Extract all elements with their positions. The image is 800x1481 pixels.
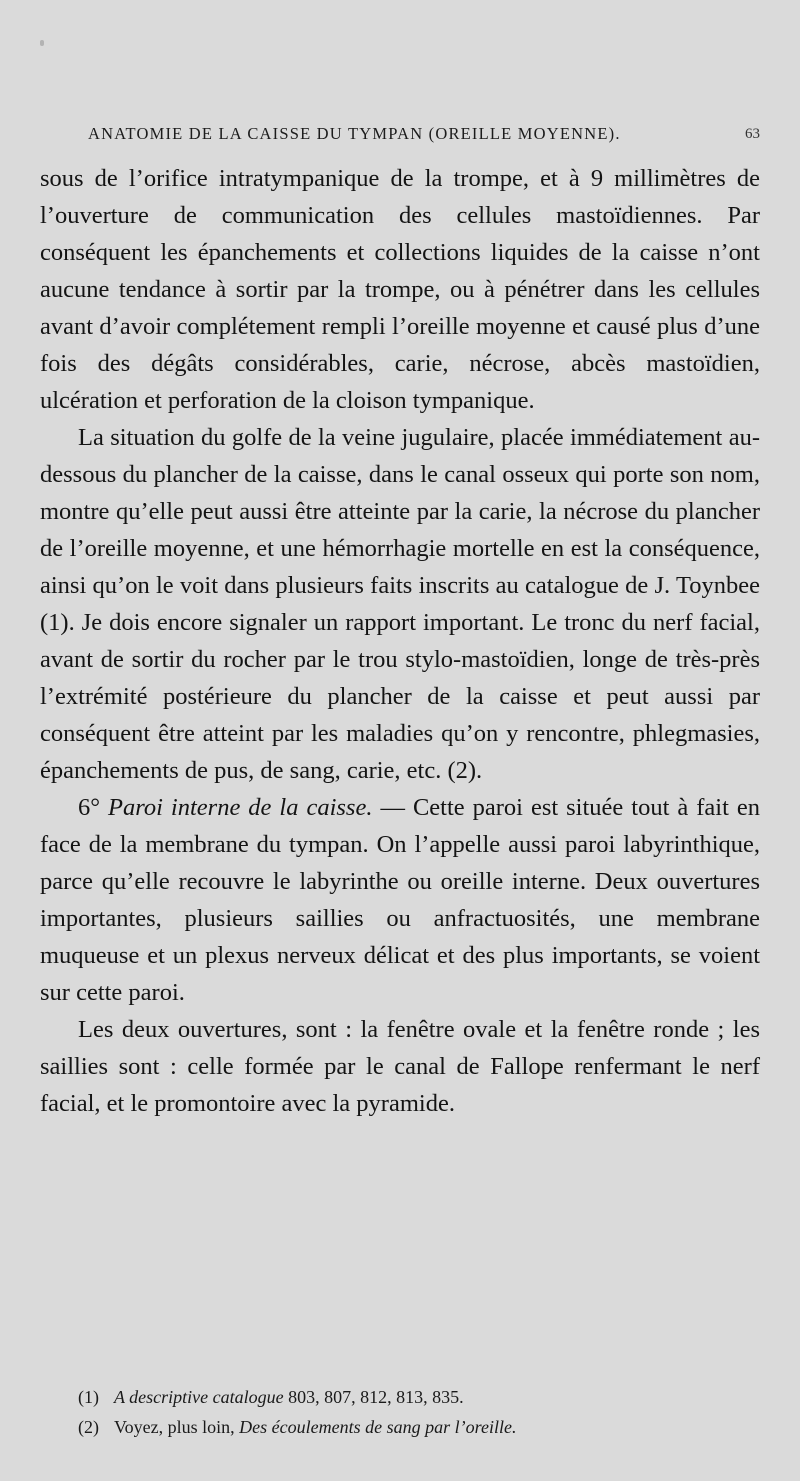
footnote-2 (78, 1412, 768, 1442)
running-head (88, 124, 768, 150)
paragraph-text: La situation du golfe de la veine jugulaire, placée immédiatement au-dessous du plancher de la caisse, dans le canal osseux qui porte son nom, montre qu’elle peut aussi être atteinte par la carie, la nécrose du plancher de l’oreille moyenne, et une hémorrhagie mortelle en est la conséquence, ainsi qu’on le voit dans plusieurs faits inscrits au catalogue de J. Toynbee (1). Je dois encore signaler un rapport important. Le tronc du nerf facial, avant de sortir du rocher par le trou stylo-mastoïdien, longe de très-près l’extrémité postérieure du plancher de la caisse et peut aussi par conséquent être atteint par les maladies qu’on y rencontre, phlegmasies, épanchements de pus, de sang, carie, etc. (2). (40, 424, 760, 784)
running-head-title: ANATOMIE DE LA CAISSE DU TYMPAN (OREILLE MOYENNE). (88, 124, 621, 143)
paragraph-continuation (40, 160, 760, 419)
footnote-mark: (1) (78, 1387, 99, 1407)
paragraph-text: — Cette paroi est située tout à fait en face de la membrane du tympan. On l’appelle aussi paroi labyrinthique, parce qu’elle recouvre le labyrinthe ou oreille interne. Deux ouvertures importantes, plusieurs saillies ou anfractuosités, une membrane muqueuse et un plexus nerveux délicat et des plus importants, se voient sur cette paroi. (40, 794, 760, 1006)
footnote-text: 803, 807, 812, 813, 835. (283, 1387, 464, 1407)
paper-speck (40, 40, 44, 46)
footnote-1 (78, 1382, 768, 1412)
paragraph-text: Les deux ouvertures, sont : la fenêtre ovale et la fenêtre ronde ; les saillies sont : celle formée par le canal de Fallope renfermant le nerf facial, et le promontoire avec la pyramide. (40, 1016, 760, 1117)
section-heading: Paroi interne de la caisse. (108, 794, 373, 821)
footnotes (78, 1382, 768, 1442)
footnote-text: Voyez, plus loin, (114, 1417, 240, 1437)
paragraph-jugular-gulf (40, 419, 760, 789)
footnote-italic: A descriptive catalogue (114, 1387, 284, 1407)
section-number: 6° (78, 794, 109, 821)
paragraph-text: sous de l’orifice intratympanique de la trompe, et à 9 millimètres de l’ouverture de communication des cellules mastoïdiennes. Par conséquent les épanchements et collections liquides de la caisse n’ont aucune tendance à sortir par la trompe, ou à pénétrer dans les cellules avant d’avoir complétement rempli l’oreille moyenne et causé plus d’une fois des dégâts considérables, carie, nécrose, abcès mastoïdien, ulcération et perforation de la cloison tympanique. (40, 165, 760, 414)
footnote-mark: (2) (78, 1417, 99, 1437)
page-number: 63 (745, 126, 760, 142)
body-text (40, 160, 760, 1122)
paragraph-openings (40, 1011, 760, 1122)
footnote-italic: Des écoulements de sang par l’oreille. (239, 1417, 517, 1437)
paragraph-internal-wall (40, 789, 760, 1011)
